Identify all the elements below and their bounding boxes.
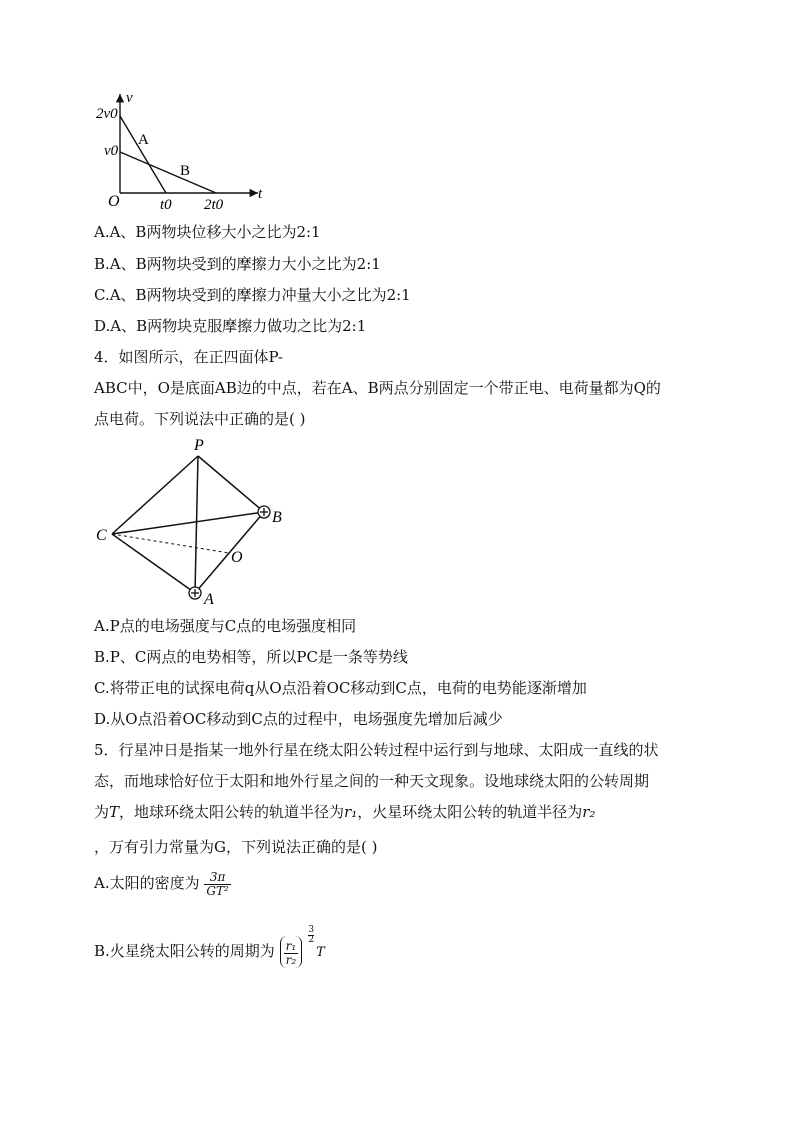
symbol-T-option-b: T [316,945,325,960]
q3-option-d: D.A、B两物块克服摩擦力做功之比为2:1 [94,317,367,335]
q5-stem-line4: ，万有引力常量为G，下列说法正确的是( ) [94,838,378,856]
q4-option-c: C.将带正电的试探电荷q从O点沿着OC移动到C点，电荷的电势能逐渐增加 [94,679,587,697]
q5-stem-line2: 态，而地球恰好位于太阳和地外行星之间的一种天文现象。设地球绕太阳的公转周期 [94,772,650,790]
q4-option-b: B.P、C两点的电势相等，所以PC是一条等势线 [94,648,408,666]
q3-option-b: B.A、B两物块受到的摩擦力大小之比为2:1 [94,255,381,273]
q5-stem-line3: 为T，地球环绕太阳公转的轨道半径为r₁，火星环绕太阳公转的轨道半径为r₂ [94,803,596,821]
q5-option-a: A.太阳的密度为 $\frac{3\pi}{\text{GT²}}$ [94,869,229,898]
point-O-label: O [231,549,243,566]
ratio-exponent: 3 2 [308,925,315,945]
q5-stem-line1: 5．行星冲日是指某一地外行星在绕太阳公转过程中运行到与地球、太阳成一直线的状 [94,741,659,759]
density-fraction: $\frac{3\pi}{\text{GT²}}$ [206,869,229,898]
q4-stem-line3: 点电荷。下列说法中正确的是( ) [94,410,306,428]
q4-option-d: D.从O点沿着OC移动到C点的过程中，电场强度先增加后减少 [94,710,503,728]
q3-option-c: C.A、B两物块受到的摩擦力冲量大小之比为2:1 [94,286,411,304]
edge-PC [112,456,198,534]
tick-v0: v0 [104,143,119,159]
q4-stem-line1: 4．如图所示，在正四面体P- [94,348,283,366]
tetrahedron-figure [92,432,292,608]
vt-graph [90,88,280,216]
edge-AB [195,512,264,593]
q3-option-a: A.A、B两物块位移大小之比为2:1 [94,223,321,241]
edge-PA [195,456,198,593]
symbol-T: T [109,803,120,821]
edge-CB [112,512,264,534]
edge-CA [112,534,195,593]
tick-2v0: 2v0 [96,106,118,122]
line-A-label: A [138,132,149,148]
symbol-r2: r₂ [582,803,596,821]
q4-option-a: A.P点的电场强度与C点的电场强度相同 [94,617,357,635]
tick-t0: t0 [160,197,172,213]
vertex-P-label: P [194,437,204,454]
t-axis-label: t [258,186,263,202]
line-B-label: B [180,163,191,179]
vertex-B-label: B [272,509,282,526]
edge-PB [198,456,264,512]
vertex-A-label: A [204,591,214,608]
q5-option-b: B.火星绕太阳公转的周期为 $\frac{\text{r₁}}{\text{r₂}}$ 3 2 T [94,925,325,967]
v-axis-label: v [126,90,133,106]
period-ratio-expression: $\frac{\text{r₁}}{\text{r₂}}$ 3 2 [280,936,303,968]
segment-OC [112,534,229,553]
origin-label: O [108,193,120,210]
q4-stem-line2: ABC中，O是底面AB边的中点，若在A、B两点分别固定一个带正电、电荷量都为Q的 [94,379,661,397]
line-B [120,152,216,193]
symbol-r1: r₁ [344,803,358,821]
tick-2t0: 2t0 [204,197,224,213]
vertex-C-label: C [96,527,107,544]
